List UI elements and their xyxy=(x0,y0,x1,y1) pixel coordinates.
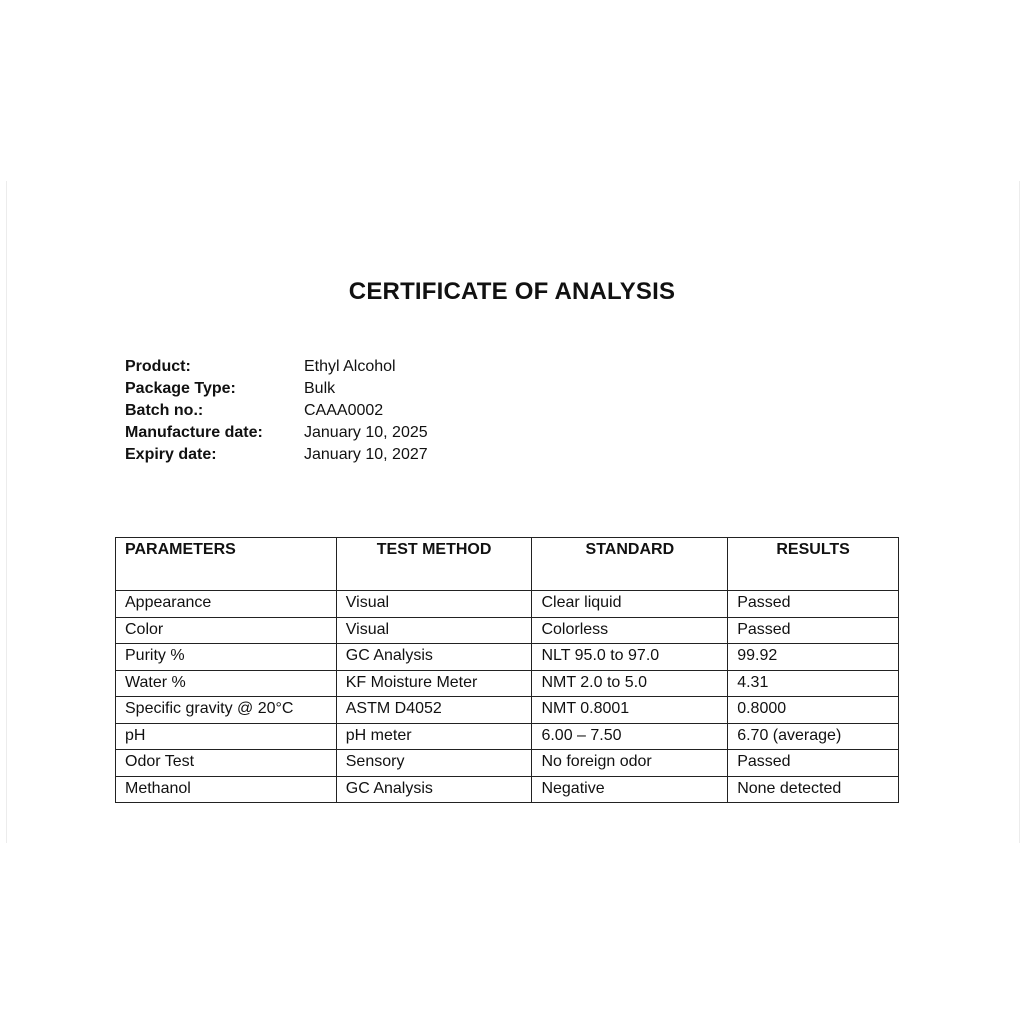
info-label: Batch no.: xyxy=(125,402,204,419)
header-results: RESULTS xyxy=(728,538,899,591)
cell-standard: Clear liquid xyxy=(532,591,728,618)
cell-parameter: pH xyxy=(116,723,337,750)
info-value: Bulk xyxy=(304,380,336,397)
cell-parameter: Specific gravity @ 20°C xyxy=(116,697,337,724)
cell-parameter: Odor Test xyxy=(116,750,337,777)
cell-test-method: Sensory xyxy=(336,750,532,777)
cell-test-method: GC Analysis xyxy=(336,776,532,803)
cell-parameter: Water % xyxy=(116,670,337,697)
header-standard: STANDARD xyxy=(532,538,728,591)
cell-standard: NLT 95.0 to 97.0 xyxy=(532,644,728,671)
cell-standard: 6.00 – 7.50 xyxy=(532,723,728,750)
cell-result: 4.31 xyxy=(728,670,899,697)
document-title: CERTIFICATE OF ANALYSIS xyxy=(348,278,676,305)
cell-result: 99.92 xyxy=(728,644,899,671)
cell-standard: Negative xyxy=(532,776,728,803)
info-value: Ethyl Alcohol xyxy=(304,358,396,375)
header-parameters: PARAMETERS xyxy=(116,538,337,591)
cell-test-method: Visual xyxy=(336,617,532,644)
cell-test-method: GC Analysis xyxy=(336,644,532,671)
cell-result: None detected xyxy=(728,776,899,803)
info-label: Manufacture date: xyxy=(125,424,263,441)
cell-parameter: Methanol xyxy=(116,776,337,803)
info-label: Product: xyxy=(125,358,191,375)
cell-result: Passed xyxy=(728,750,899,777)
header-test-method: TEST METHOD xyxy=(336,538,532,591)
cell-test-method: Visual xyxy=(336,591,532,618)
cell-test-method: ASTM D4052 xyxy=(336,697,532,724)
cell-parameter: Color xyxy=(116,617,337,644)
table-row xyxy=(116,776,899,803)
cell-result: 0.8000 xyxy=(728,697,899,724)
cell-result: 6.70 (average) xyxy=(728,723,899,750)
info-row-product xyxy=(125,356,428,378)
info-value: January 10, 2025 xyxy=(304,424,428,441)
info-row-batch-no xyxy=(125,400,428,422)
cell-test-method: KF Moisture Meter xyxy=(336,670,532,697)
table-row xyxy=(116,617,899,644)
table-row xyxy=(116,591,899,618)
cell-standard: No foreign odor xyxy=(532,750,728,777)
info-value: CAAA0002 xyxy=(304,402,384,419)
cell-test-method: pH meter xyxy=(336,723,532,750)
table-header-row xyxy=(116,538,899,591)
info-value: January 10, 2027 xyxy=(304,446,428,463)
cell-result: Passed xyxy=(728,617,899,644)
analysis-table xyxy=(115,537,899,803)
cell-parameter: Purity % xyxy=(116,644,337,671)
cell-standard: NMT 2.0 to 5.0 xyxy=(532,670,728,697)
table-row xyxy=(116,670,899,697)
table-row xyxy=(116,750,899,777)
product-info xyxy=(125,356,428,466)
table-row xyxy=(116,723,899,750)
info-row-manufacture-date xyxy=(125,422,428,444)
table-row xyxy=(116,697,899,724)
info-label: Expiry date: xyxy=(125,446,217,463)
cell-parameter: Appearance xyxy=(116,591,337,618)
table-row xyxy=(116,644,899,671)
info-row-expiry-date xyxy=(125,444,428,466)
cell-standard: NMT 0.8001 xyxy=(532,697,728,724)
cell-result: Passed xyxy=(728,591,899,618)
info-row-package-type xyxy=(125,378,428,400)
info-label: Package Type: xyxy=(125,380,236,397)
cell-standard: Colorless xyxy=(532,617,728,644)
